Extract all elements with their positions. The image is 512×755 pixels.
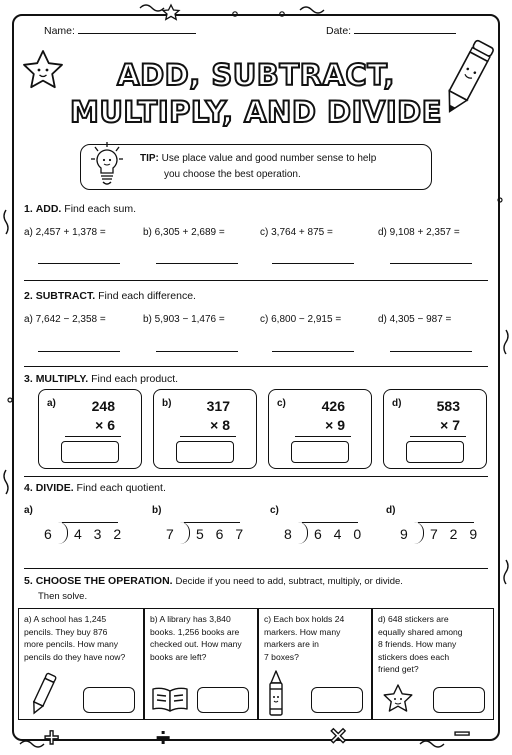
word-problem-text	[150, 613, 253, 663]
add-problem-d: d) 9,108 + 2,357 =	[378, 227, 460, 238]
text-line: 7 boxes?	[264, 651, 299, 662]
star-sticker-icon	[381, 683, 415, 715]
add-answer-line-b[interactable]	[156, 263, 238, 264]
division-vinculum	[62, 522, 118, 523]
section-instruction: Find each sum.	[64, 203, 137, 215]
name-label-row	[44, 25, 196, 37]
dividend: 4 3 2	[74, 526, 126, 542]
word-problem-text	[264, 613, 367, 663]
section-heading: SUBTRACT.	[35, 290, 96, 302]
section-number: 1.	[24, 203, 33, 215]
answer-box[interactable]	[311, 687, 363, 713]
tip-box	[80, 144, 432, 190]
dividend: 7 2 9	[430, 526, 482, 542]
divide-label-c: c)	[270, 505, 279, 516]
divide-label-b: b)	[152, 505, 162, 516]
multiplicand: 248	[91, 398, 115, 414]
title-line-1: ADD, SUBTRACT,	[117, 58, 395, 92]
multiplier: × 9	[325, 417, 345, 433]
text-line: b) A library has 3,840	[150, 614, 231, 624]
section-instruction: Find each quotient.	[76, 482, 166, 494]
text-line: 8 friends. How many	[378, 639, 457, 650]
plus-symbol-icon: +	[44, 722, 60, 752]
text-line: friend get?	[378, 664, 419, 675]
section-divider	[24, 280, 488, 281]
section-choose-title	[24, 575, 403, 587]
divide-problem-d	[400, 520, 482, 546]
divide-label-a: a)	[24, 505, 33, 516]
word-problem-b	[144, 608, 258, 720]
tip-text-2: you choose the best operation.	[164, 169, 301, 180]
add-answer-line-d[interactable]	[390, 263, 472, 264]
dividend: 6 4 0	[314, 526, 366, 542]
subtract-problem-b: b) 5,903 − 1,476 =	[143, 314, 225, 325]
section-add-title	[24, 203, 136, 215]
section-heading: ADD.	[35, 203, 62, 215]
book-icon	[151, 685, 189, 713]
text-line: books are left?	[150, 651, 207, 662]
title-line-2: MULTIPLY, AND DIVIDE	[69, 95, 443, 129]
date-label-row	[326, 25, 456, 37]
subtract-answer-line-d[interactable]	[390, 351, 472, 352]
section-number: 5.	[24, 575, 33, 587]
divide-problem-b	[166, 520, 248, 546]
text-line: books. 1,256 books are	[150, 626, 240, 637]
multiplicand: 426	[321, 398, 345, 414]
divisor: 6	[44, 526, 52, 542]
section-instruction: Find each product.	[91, 373, 179, 385]
text-line: more pencils. How many	[24, 639, 119, 650]
section-divider	[24, 568, 488, 569]
product-line	[180, 436, 236, 437]
minus-symbol-icon: −	[454, 718, 471, 749]
section-divider	[24, 366, 488, 367]
multiply-problem-d	[383, 389, 487, 469]
name-field[interactable]	[78, 33, 196, 34]
division-bracket	[414, 522, 424, 544]
text-line: d) 648 stickers are	[378, 614, 449, 624]
division-bracket	[298, 522, 308, 544]
subtract-problem-c: c) 6,800 − 2,915 =	[260, 314, 342, 325]
lightbulb-icon	[90, 140, 124, 192]
product-line	[295, 436, 351, 437]
answer-box[interactable]	[433, 687, 485, 713]
add-problem-a: a) 2,457 + 1,378 =	[24, 227, 106, 238]
section-instruction-2: Then solve.	[38, 591, 88, 602]
word-problem-text	[24, 613, 139, 663]
small-star-icon	[163, 5, 179, 19]
multiplier: × 6	[95, 417, 115, 433]
divisor: 7	[166, 526, 174, 542]
multiplicand: 583	[436, 398, 460, 414]
division-vinculum	[418, 522, 474, 523]
text-line: checked out. How many	[150, 639, 242, 650]
add-problem-b: b) 6,305 + 2,689 =	[143, 227, 225, 238]
division-vinculum	[302, 522, 358, 523]
division-bracket	[180, 522, 190, 544]
subtract-problem-a: a) 7,642 − 2,358 =	[24, 314, 106, 325]
problem-label: d)	[392, 398, 402, 409]
text-line: a) A school has 1,245	[24, 614, 107, 624]
product-answer-box[interactable]	[176, 441, 234, 463]
problem-label: a)	[47, 398, 56, 409]
problem-label: c)	[277, 398, 286, 409]
section-subtract-title	[24, 290, 196, 302]
division-vinculum	[184, 522, 240, 523]
add-answer-line-c[interactable]	[272, 263, 354, 264]
multiplier: × 7	[440, 417, 460, 433]
section-instruction: Decide if you need to add, subtract, multiply, or divide.	[175, 576, 403, 587]
subtract-answer-line-c[interactable]	[272, 351, 354, 352]
text-line: equally shared among	[378, 626, 463, 637]
section-divider	[24, 476, 488, 477]
section-heading: MULTIPLY.	[35, 373, 89, 385]
subtract-problem-d: d) 4,305 − 987 =	[378, 314, 452, 325]
subtract-answer-line-a[interactable]	[38, 351, 120, 352]
divide-problem-c	[284, 520, 366, 546]
word-problem-d	[372, 608, 494, 720]
division-bracket	[58, 522, 68, 544]
add-answer-line-a[interactable]	[38, 263, 120, 264]
text-line: markers. How many	[264, 626, 341, 637]
product-answer-box[interactable]	[61, 441, 119, 463]
dividend: 5 6 7	[196, 526, 248, 542]
section-number: 4.	[24, 482, 33, 494]
word-problem-a	[18, 608, 144, 720]
divisor: 8	[284, 526, 292, 542]
product-answer-box[interactable]	[406, 441, 464, 463]
section-heading: DIVIDE.	[35, 482, 74, 494]
problem-label: b)	[162, 398, 172, 409]
subtract-answer-line-b[interactable]	[156, 351, 238, 352]
text-line: stickers does each	[378, 651, 450, 662]
product-line	[65, 436, 121, 437]
section-instruction: Find each difference.	[98, 290, 196, 302]
section-number: 2.	[24, 290, 33, 302]
word-problem-text	[378, 613, 489, 676]
multiply-problem-c	[268, 389, 372, 469]
divisor: 9	[400, 526, 408, 542]
multiplier: × 8	[210, 417, 230, 433]
name-label: Name:	[44, 25, 75, 37]
multiplicand: 317	[206, 398, 230, 414]
times-symbol-icon: ×	[330, 720, 347, 751]
add-problem-c: c) 3,764 + 875 =	[260, 227, 333, 238]
crayon-icon	[265, 669, 287, 719]
tip-text-line-1	[140, 153, 376, 164]
multiply-problem-b	[153, 389, 257, 469]
answer-box[interactable]	[197, 687, 249, 713]
pencil-icon	[27, 671, 59, 717]
date-label: Date:	[326, 25, 352, 37]
text-line: pencils. They buy 876	[24, 626, 108, 637]
divide-problem-a	[44, 520, 126, 546]
text-line: pencils do they have now?	[24, 651, 126, 662]
divide-symbol-icon: ÷	[156, 722, 171, 752]
multiply-problem-a	[38, 389, 142, 469]
product-answer-box[interactable]	[291, 441, 349, 463]
section-number: 3.	[24, 373, 33, 385]
product-line	[410, 436, 466, 437]
section-multiply-title	[24, 373, 178, 385]
tip-label: TIP:	[140, 153, 159, 164]
answer-box[interactable]	[83, 687, 135, 713]
section-heading: CHOOSE THE OPERATION.	[35, 575, 173, 587]
text-line: markers are in	[264, 639, 319, 650]
word-problem-c	[258, 608, 372, 720]
section-divide-title	[24, 482, 166, 494]
tip-text-1: Use place value and good number sense to help	[161, 153, 377, 164]
divide-label-d: d)	[386, 505, 396, 516]
text-line: c) Each box holds 24	[264, 614, 345, 624]
